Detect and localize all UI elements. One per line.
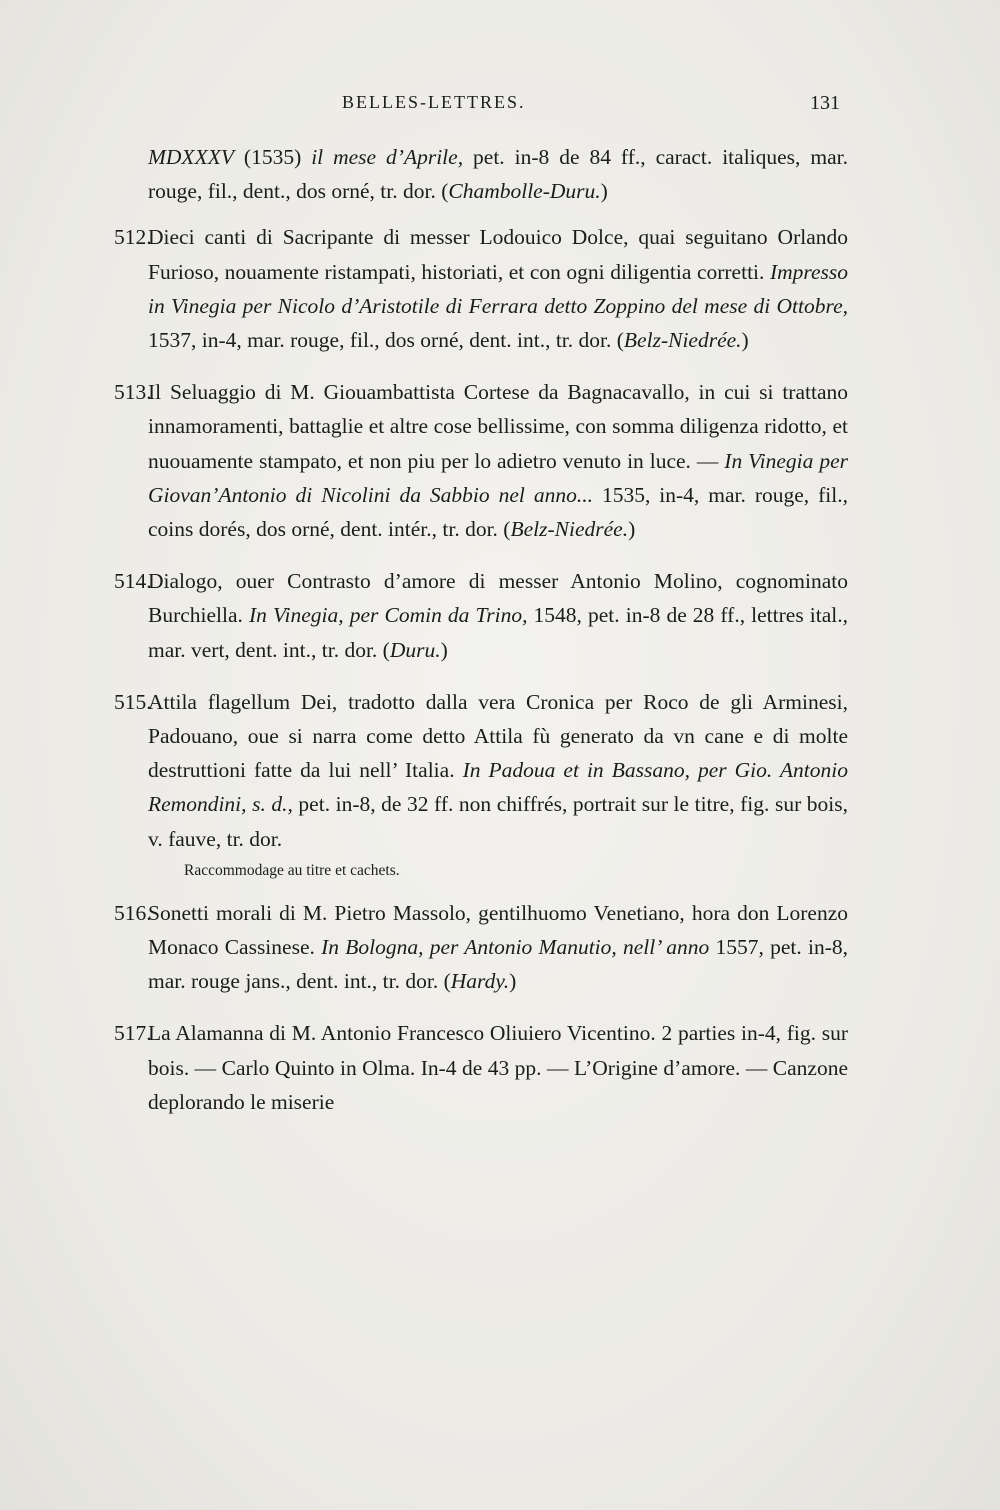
entry-text bbox=[148, 1016, 848, 1119]
running-title: BELLES-LETTRES. bbox=[342, 92, 526, 112]
imprint-italic: In Bologna, per Antonio Manutio, nell’ anno bbox=[321, 935, 710, 960]
text-roman: La Alamanna di M. Antonio Francesco Oliuiero Vicentino. 2 parties in-4, fig. sur bois. — Carlo Quinto in Olma. In-4 de 43 pp. — L’Origine d’amore. — Canzone deplorando le miserie bbox=[148, 1021, 848, 1114]
binder-name: Belz-Niedrée. bbox=[623, 328, 742, 353]
binder-name: Chambolle-Duru. bbox=[448, 179, 601, 204]
entry-text bbox=[148, 564, 848, 667]
entry-text bbox=[148, 685, 848, 856]
catalog-entry-512 bbox=[114, 220, 848, 357]
catalog-entry-514 bbox=[114, 564, 848, 667]
text-roman: Sonetti morali di M. Pietro Massolo, gentilhuomo Venetiano, hora don Lorenzo Monaco Cassinese. bbox=[148, 900, 848, 960]
entry-number: 514. bbox=[114, 569, 152, 594]
text-italic: il mese d’Aprile, bbox=[311, 145, 464, 169]
text-roman: Attila flagellum Dei, tradotto dalla vera Cronica per Roco de gli Arminesi, Padouano, oue si narra come detto Attila fù generato da vn cane e di molte destruttioni fatte da lui nell’ Italia. bbox=[148, 689, 848, 783]
page-number: 131 bbox=[810, 92, 840, 114]
catalog-content bbox=[114, 140, 848, 1119]
entry-number: 516. bbox=[114, 900, 152, 925]
entry-number: 512. bbox=[114, 225, 152, 250]
text-roman: Il Seluaggio di M. Giouambattista Cortese da Bagnacavallo, in cui si trattano innamoramenti, battaglie et altre cose bellissime, con somma diligenza ridotto, et nuouamente stampato, et non piu per lo adietro venuto in luce. — bbox=[148, 380, 848, 473]
text-italic: MDXXXV bbox=[148, 145, 234, 169]
catalog-entry-515 bbox=[114, 685, 848, 856]
binder-name: Belz-Niedrée. bbox=[510, 517, 629, 542]
imprint-italic: In Vinegia, per Comin da Trino, bbox=[249, 603, 528, 628]
entry-number: 513. bbox=[114, 380, 152, 405]
text-roman: Dialogo, ouer Contrasto d’amore di messer Antonio Molino, cognominato Burchiella. bbox=[148, 569, 848, 628]
text-roman: 1537, in-4, mar. rouge, fil., dos orné, dent. int., tr. dor. ( bbox=[148, 328, 624, 353]
binder-name: Hardy. bbox=[450, 969, 510, 994]
text-roman: ) bbox=[741, 328, 749, 353]
text-roman: ) bbox=[628, 517, 636, 542]
text-roman: Dieci canti di Sacripante di messer Lodouico Dolce, quai seguitano Orlando Furioso, nouamente ristampati, historiati, et con ogni diligentia corretti. bbox=[148, 225, 848, 284]
text-roman: ) bbox=[440, 637, 448, 662]
continued-entry-text bbox=[148, 140, 848, 208]
entry-number: 517. bbox=[114, 1021, 152, 1046]
catalog-entry-513 bbox=[114, 375, 848, 546]
binder-name: Duru. bbox=[389, 637, 441, 662]
entry-note: Raccommodage au titre et cachets. bbox=[184, 861, 400, 879]
text-roman: pet. in-8, de 32 ff. non chiffrés, portrait sur le titre, fig. sur bois, v. fauve, tr. dor. bbox=[148, 792, 848, 851]
imprint-italic: In Padoua et in Bassano, per Gio. Antonio Remondini, s. d., bbox=[148, 758, 848, 817]
entry-text bbox=[148, 896, 848, 999]
catalog-entry-517 bbox=[114, 1016, 848, 1119]
text-roman: ) bbox=[509, 969, 517, 994]
text-roman: 1548, pet. in-8 de 28 ff., lettres ital., mar. vert, dent. int., tr. dor. ( bbox=[148, 603, 848, 662]
entry-number: 515. bbox=[114, 689, 152, 714]
text-roman: (1535) bbox=[233, 145, 312, 169]
imprint-italic: Impresso in Vinegia per Nicolo d’Aristotile di Ferrara detto Zoppino del mese di Ottobre, bbox=[148, 259, 848, 318]
text-roman: pet. in-8 de 84 ff., caract. italiques, mar. rouge, fil., dent., dos orné, tr. dor. ( bbox=[148, 145, 848, 204]
text-roman: 1535, in-4, mar. rouge, fil., coins dorés, dos orné, dent. intér., tr. dor. ( bbox=[148, 482, 848, 542]
entry-text bbox=[148, 220, 848, 357]
running-header bbox=[0, 92, 1000, 122]
catalog-entry-516 bbox=[114, 896, 848, 999]
text-roman: ) bbox=[600, 179, 608, 204]
entry-text bbox=[148, 375, 848, 546]
imprint-italic: In Vinegia per Giovan’Antonio di Nicolini da Sabbio nel anno... bbox=[148, 448, 848, 507]
text-roman: 1557, pet. in-8, mar. rouge jans., dent. int., tr. dor. ( bbox=[148, 935, 848, 994]
